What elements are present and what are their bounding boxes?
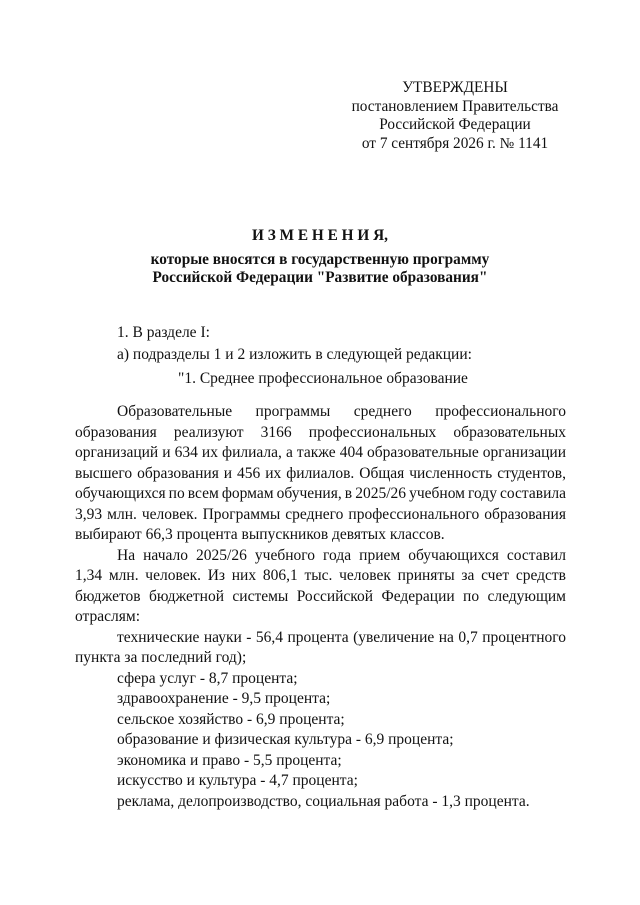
section-title: "1. Среднее профессиональное образование	[178, 370, 468, 387]
item-1: 1. В разделе I:	[117, 324, 210, 341]
list-item-continuation: пункта за последний год);	[75, 649, 247, 666]
paragraph-line: бюджетов бюджетной системы Российской Федерации по следующим	[75, 587, 566, 605]
approval-line: постановлением Правительства	[351, 97, 559, 115]
document-heading	[0, 226, 640, 288]
paragraph-line: выбирают 66,3 процента выпускников девятых классов.	[75, 526, 445, 543]
paragraph-line: образования реализуют 3166 профессиональных образовательных	[75, 423, 566, 441]
approval-title: УТВЕРЖДЕНЫ	[402, 79, 508, 96]
paragraph-line: 1,34 млн. человек. Из них 806,1 тыс. человек приняты за счет средств	[75, 567, 566, 584]
approval-line: от 7 сентября 2026 г. № 1141	[361, 135, 549, 153]
item-1a: а) подразделы 1 и 2 изложить в следующей редакции:	[117, 346, 472, 363]
heading-title: И З М Е Н Е Н И Я,	[252, 227, 388, 244]
list-item: сельское хозяйство - 6,9 процента;	[117, 710, 345, 728]
paragraph-line: 3,93 млн. человек. Программы среднего профессионального образования	[75, 505, 566, 523]
paragraph-line: организаций и 634 их филиала, а также 404 образовательные организации	[75, 444, 566, 461]
list-item: технические науки - 56,4 процента (увеличение на 0,7 процентного	[117, 628, 566, 646]
heading-subtitle	[0, 251, 640, 288]
list-item: образование и физическая культура - 6,9 процента;	[117, 731, 454, 748]
paragraph-line: Образовательные программы среднего профессионального	[117, 403, 566, 420]
approval-line: Российской Федерации	[379, 116, 531, 134]
list-item: здравоохранение - 9,5 процента;	[117, 690, 331, 707]
list-item: искусство и культура - 4,7 процента;	[117, 772, 358, 789]
heading-subtitle-line: Российской Федерации "Развитие образования"	[152, 269, 488, 287]
paragraph-line: обучающихся по всем формам обучения, в 2025/26 учебном году составила	[75, 485, 566, 502]
list-item: сфера услуг - 8,7 процента;	[117, 669, 298, 687]
list-item: реклама, делопроизводство, социальная работа - 1,3 процента.	[117, 792, 530, 810]
heading-subtitle-line: которые вносятся в государственную программу	[150, 250, 490, 268]
paragraph-line: На начало 2025/26 учебного года прием обучающихся составил	[117, 546, 566, 564]
paragraph-line: отраслям:	[75, 608, 140, 625]
paragraph-line: высшего образования и 456 их филиалов. Общая численность студентов,	[75, 464, 566, 482]
document-body	[75, 402, 566, 812]
approval-stamp	[345, 79, 565, 154]
list-item: экономика и право - 5,5 процента;	[117, 751, 342, 769]
